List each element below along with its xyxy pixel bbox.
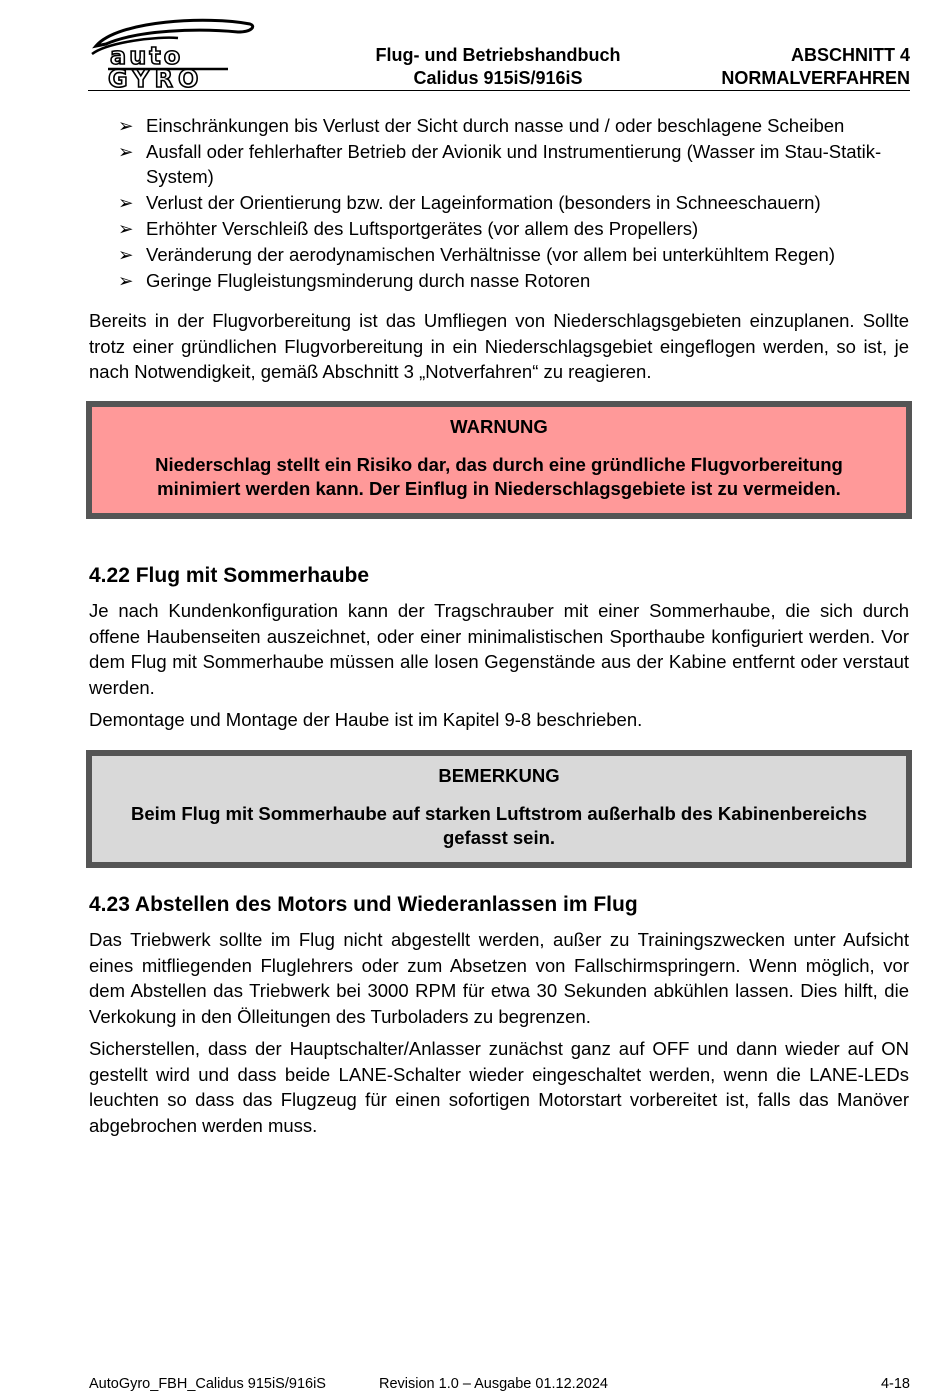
summer-canopy-paragraph: Je nach Kundenkonfiguration kann der Tragschrauber mit einer Sommerhaube, die sich durch offene Haubenseiten auszeichnet, oder einer minimalistischen Sporthaube konfiguriert werden. Vor dem Flug mit Sommerhaube müssen alle losen Gegenstände aus der Kabine entfernt oder verstaut werden. [89, 600, 909, 698]
list-item-text: Ausfall oder fehlerhafter Betrieb der Avionik und Instrumentierung (Wasser im Stau-Statik-System) [146, 141, 882, 187]
engine-restart-paragraph: Sicherstellen, dass der Hauptschalter/Anlasser zunächst ganz auf OFF und dann wieder auf ON gestellt wird und dass beide LANE-Schalter wieder eingeschaltet werden, wenn die LANE-LEDs leuchten so dass das Flugzeug für einen sofortigen Motorstart vorbereitet ist, falls das Manöver abgebrochen werden muss. [89, 1038, 909, 1136]
list-item [118, 242, 918, 267]
precipitation-paragraph: Bereits in der Flugvorbereitung ist das Umfliegen von Niederschlagsgebieten einzuplanen. Sollte trotz einer gründlichen Flugvorbereitung in ein Niederschlagsgebiet eingeflogen werden, so ist, je nach Notwendigkeit, gemäß Abschnitt 3 „Notverfahren“ zu reagieren. [89, 310, 909, 382]
manual-title [338, 44, 658, 90]
footer-document-name: AutoGyro_FBH_Calidus 915iS/916iS [89, 1376, 326, 1392]
arrow-bullet-icon: ➢ [118, 115, 134, 136]
warning-text: Niederschlag stellt ein Risiko dar, das durch eine gründliche Flugvorbereitung minimiert werden kann. Der Einflug in Niederschlagsgebiete ist zu vermeiden. [155, 454, 843, 499]
list-item-text: Einschränkungen bis Verlust der Sicht durch nasse und / oder beschlagene Scheiben [146, 115, 845, 136]
footer-revision: Revision 1.0 – Ausgabe 01.12.2024 [379, 1376, 608, 1392]
note-text: Beim Flug mit Sommerhaube auf starken Luftstrom außerhalb des Kabinenbereichs gefasst sein. [130, 803, 868, 848]
list-item [118, 190, 918, 215]
arrow-bullet-icon: ➢ [118, 141, 134, 162]
svg-text:auto: auto [110, 42, 184, 70]
arrow-bullet-icon: ➢ [118, 270, 134, 291]
list-item [118, 113, 918, 138]
svg-text:GYRO: GYRO [108, 65, 204, 90]
note-box [86, 750, 912, 868]
section-label-line2: NORMALVERFAHREN [721, 68, 910, 88]
section-label-line1: ABSCHNITT 4 [790, 45, 910, 65]
section-label [721, 44, 910, 90]
section-heading-4-22: 4.22 Flug mit Sommerhaube [89, 564, 370, 587]
list-item-text: Verlust der Orientierung bzw. der Lageinformation (besonders in Schneeschauern) [146, 192, 821, 213]
list-item-text: Geringe Flugleistungsminderung durch nasse Rotoren [146, 270, 591, 291]
canopy-removal-paragraph: Demontage und Montage der Haube ist im Kapitel 9-8 beschrieben. [89, 709, 643, 730]
list-item [118, 216, 918, 241]
precipitation-risk-list [118, 113, 918, 294]
list-item-text: Erhöhter Verschleiß des Luftsportgerätes (vor allem des Propellers) [146, 218, 699, 239]
arrow-bullet-icon: ➢ [118, 192, 134, 213]
list-item [118, 268, 918, 293]
list-item [118, 139, 918, 189]
section-heading-4-23: 4.23 Abstellen des Motors und Wiederanlassen im Flug [89, 893, 638, 916]
engine-shutdown-paragraph: Das Triebwerk sollte im Flug nicht abgestellt werden, außer zu Trainingszwecken unter Aufsicht eines mitfliegenden Fluglehrers oder zum Absetzen von Fallschirmspringern. Wenn möglich, vor dem Abstellen das Triebwerk bei 3000 RPM für etwa 30 Sekunden abkühlen lassen. Dies hilft, die Verkokung in den Ölleitungen des Turboladers zu begrenzen. [89, 929, 909, 1027]
arrow-bullet-icon: ➢ [118, 218, 134, 239]
arrow-bullet-icon: ➢ [118, 244, 134, 265]
list-item-text: Veränderung der aerodynamischen Verhältnisse (vor allem bei unterkühltem Regen) [146, 244, 835, 265]
manual-title-line2: Calidus 915iS/916iS [413, 68, 583, 88]
page-header [88, 14, 910, 91]
manual-title-line1: Flug- und Betriebshandbuch [375, 45, 621, 65]
warning-title: WARNUNG [450, 416, 548, 437]
note-title: BEMERKUNG [438, 765, 560, 786]
warning-box [86, 401, 912, 519]
autogyro-logo [88, 14, 258, 90]
footer-page-number: 4-18 [880, 1376, 910, 1392]
